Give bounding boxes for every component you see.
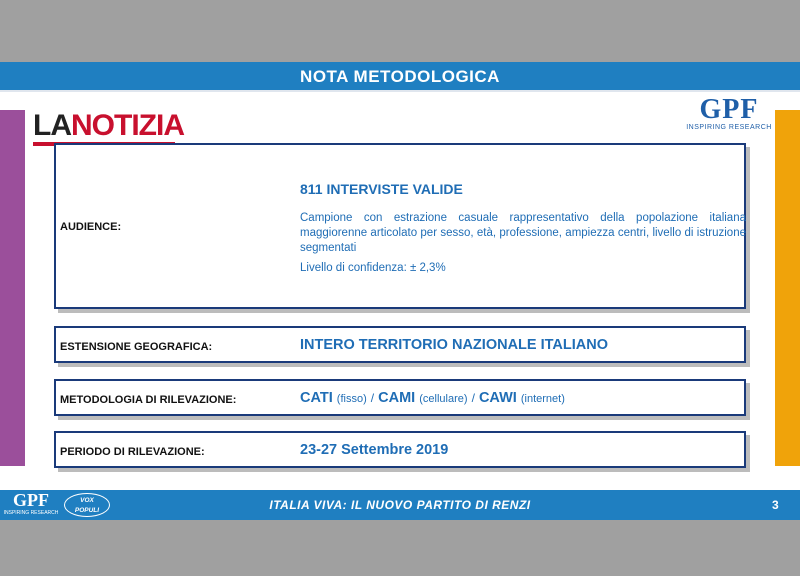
geography-box	[54, 326, 746, 363]
footer-title: ITALIA VIVA: IL NUOVO PARTITO DI RENZI	[269, 498, 531, 512]
geography-label: ESTENSIONE GEOGRAFICA:	[60, 341, 213, 353]
geography-value: INTERO TERRITORIO NAZIONALE ITALIANO	[300, 337, 608, 353]
method-separator: /	[471, 391, 475, 405]
vox-line-1: VOX	[80, 497, 94, 504]
page-title: NOTA METODOLOGICA	[0, 62, 800, 92]
logo-part-la: LA	[33, 109, 71, 142]
vox-line-2: POPULI	[74, 507, 100, 514]
method-cawi-note: (internet)	[520, 393, 565, 405]
audience-description: Campione con estrazione casuale rappresentativo della popolazione italiana maggiorenne articolato per sesso, età, professione, ampiezza centri, livello di istruzione segmentati	[300, 212, 746, 254]
period-label: PERIODO DI RILEVAZIONE:	[60, 446, 205, 458]
page-number: 3	[772, 498, 779, 512]
period-box	[54, 431, 746, 468]
methodology-label: METODOLOGIA DI RILEVAZIONE:	[60, 394, 237, 406]
gpf-logo	[684, 96, 774, 138]
audience-box	[54, 143, 746, 309]
audience-label: AUDIENCE:	[60, 221, 122, 233]
method-cawi: CAWI	[478, 390, 517, 406]
method-cati-note: (fisso)	[336, 393, 367, 405]
period-value: 23-27 Settembre 2019	[300, 442, 449, 458]
right-accent-bar	[775, 110, 800, 466]
gpf-logo-mark: GPF	[699, 94, 759, 125]
method-cati: CATI	[300, 390, 333, 406]
logo-part-notizia: NOTIZIA	[71, 109, 184, 142]
method-cami: CAMI	[378, 390, 416, 406]
footer-gpf-tagline: INSPIRING RESEARCH	[3, 510, 59, 516]
gpf-logo-tagline: INSPIRING RESEARCH	[686, 124, 772, 131]
method-cami-note: (cellulare)	[419, 393, 468, 405]
footer-gpf-mark: GPF	[13, 490, 49, 510]
left-accent-bar	[0, 110, 25, 466]
confidence-level: Livello di confidenza: ± 2,3%	[300, 262, 446, 274]
audience-headline: 811 INTERVISTE VALIDE	[300, 181, 463, 197]
methodology-box	[54, 379, 746, 416]
method-separator: /	[370, 391, 375, 405]
footer-banner	[0, 490, 800, 520]
methodology-value	[300, 390, 565, 406]
